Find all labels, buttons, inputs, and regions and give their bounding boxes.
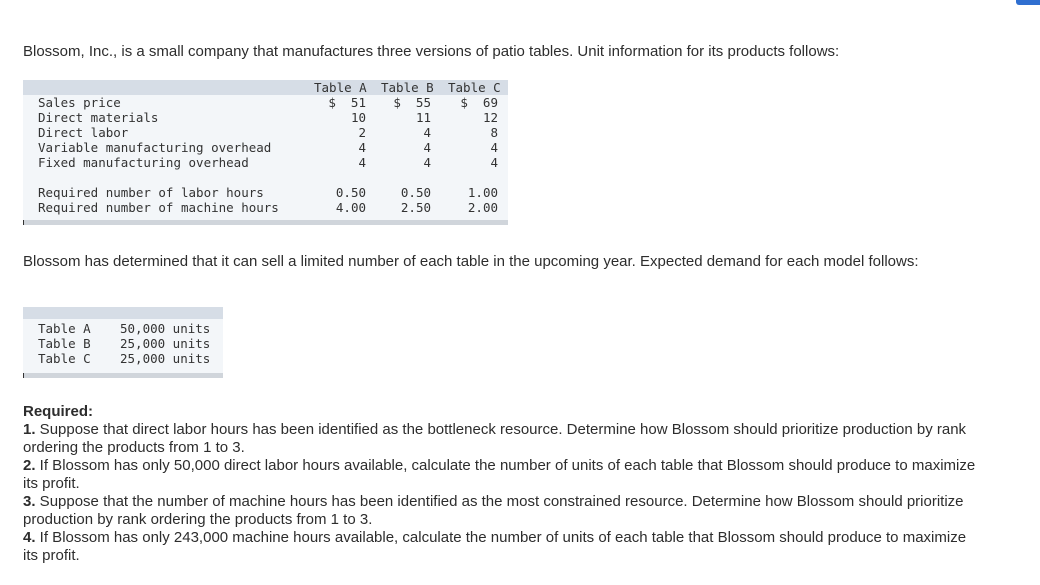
requirement-number: 3. xyxy=(23,493,36,510)
requirement-text: Suppose that direct labor hours has been identified as the bottleneck resource. Determine how Blossom should prioritize production by rank ordering the products from 1 to 3. xyxy=(23,421,967,456)
table-cell: 4 xyxy=(423,140,431,155)
table-cell: $ 51 xyxy=(328,95,366,110)
table-cell: 10 xyxy=(350,110,366,125)
requirement-text: If Blossom has only 50,000 direct labor hours available, calculate the number of units of each table that Blossom should produce to maximize its profit. xyxy=(23,457,976,492)
column-header-table-c: Table C xyxy=(448,80,501,95)
table-cell: 2.00 xyxy=(467,200,498,215)
demand-label-table-b: Table B xyxy=(38,336,91,351)
row-label-labor-hours: Required number of labor hours xyxy=(38,185,264,200)
requirement-number: 2. xyxy=(23,457,36,474)
column-header-table-a: Table A xyxy=(314,80,367,95)
column-header-table-b: Table B xyxy=(381,80,434,95)
table-header-band xyxy=(23,307,223,319)
table-bottom-rule xyxy=(23,220,508,225)
table-cell: 1.00 xyxy=(467,185,498,200)
corner-tab[interactable] xyxy=(1016,0,1040,5)
table-cell: 2.50 xyxy=(400,200,431,215)
table-bottom-rule xyxy=(23,373,223,378)
table-header-band xyxy=(23,80,508,95)
table-cell: 11 xyxy=(415,110,431,125)
required-heading: Required: xyxy=(23,403,94,420)
table-cell: 2 xyxy=(358,125,366,140)
requirement-item-2 xyxy=(23,457,983,493)
table-cell: $ 69 xyxy=(460,95,498,110)
table-cell: 4 xyxy=(490,140,498,155)
requirement-text: If Blossom has only 243,000 machine hours available, calculate the number of units of each table that Blossom should produce to maximize its profit. xyxy=(23,529,967,564)
table-cell: 12 xyxy=(482,110,498,125)
row-label-direct-materials: Direct materials xyxy=(38,110,159,125)
requirement-item-1 xyxy=(23,421,983,457)
table-cell: 0.50 xyxy=(335,185,366,200)
demand-value-table-a: 50,000 units xyxy=(120,321,211,336)
table-cell: 4 xyxy=(358,140,366,155)
requirement-number: 1. xyxy=(23,421,36,438)
demand-intro-paragraph: Blossom has determined that it can sell a limited number of each table in the upcoming year. Expected demand for each model follows: xyxy=(23,253,919,270)
table-cell: 4 xyxy=(358,155,366,170)
table-cell: 8 xyxy=(490,125,498,140)
required-section xyxy=(23,403,983,565)
intro-paragraph: Blossom, Inc., is a small company that manufactures three versions of patio tables. Unit information for its products follows: xyxy=(23,43,840,60)
table-cell: 4.00 xyxy=(335,200,366,215)
row-label-fixed-overhead: Fixed manufacturing overhead xyxy=(38,155,249,170)
requirement-number: 4. xyxy=(23,529,36,546)
row-label-sales-price: Sales price xyxy=(38,95,121,110)
table-cell: 0.50 xyxy=(400,185,431,200)
table-cell: 4 xyxy=(423,155,431,170)
row-label-variable-overhead: Variable manufacturing overhead xyxy=(38,140,272,155)
demand-value-table-b: 25,000 units xyxy=(120,336,211,351)
demand-label-table-a: Table A xyxy=(38,321,91,336)
requirement-item-4 xyxy=(23,529,983,565)
table-cell: 4 xyxy=(490,155,498,170)
table-cell: 4 xyxy=(423,125,431,140)
demand-label-table-c: Table C xyxy=(38,351,91,366)
row-label-machine-hours: Required number of machine hours xyxy=(38,200,279,215)
table-cell: $ 55 xyxy=(393,95,431,110)
demand-value-table-c: 25,000 units xyxy=(120,351,211,366)
requirement-text: Suppose that the number of machine hours has been identified as the most constrained resource. Determine how Blossom should prioritize production by rank ordering the products from 1 to 3. xyxy=(23,493,964,528)
unit-info-table xyxy=(23,80,508,225)
row-label-direct-labor: Direct labor xyxy=(38,125,129,140)
demand-table xyxy=(23,307,223,378)
requirement-item-3 xyxy=(23,493,983,529)
